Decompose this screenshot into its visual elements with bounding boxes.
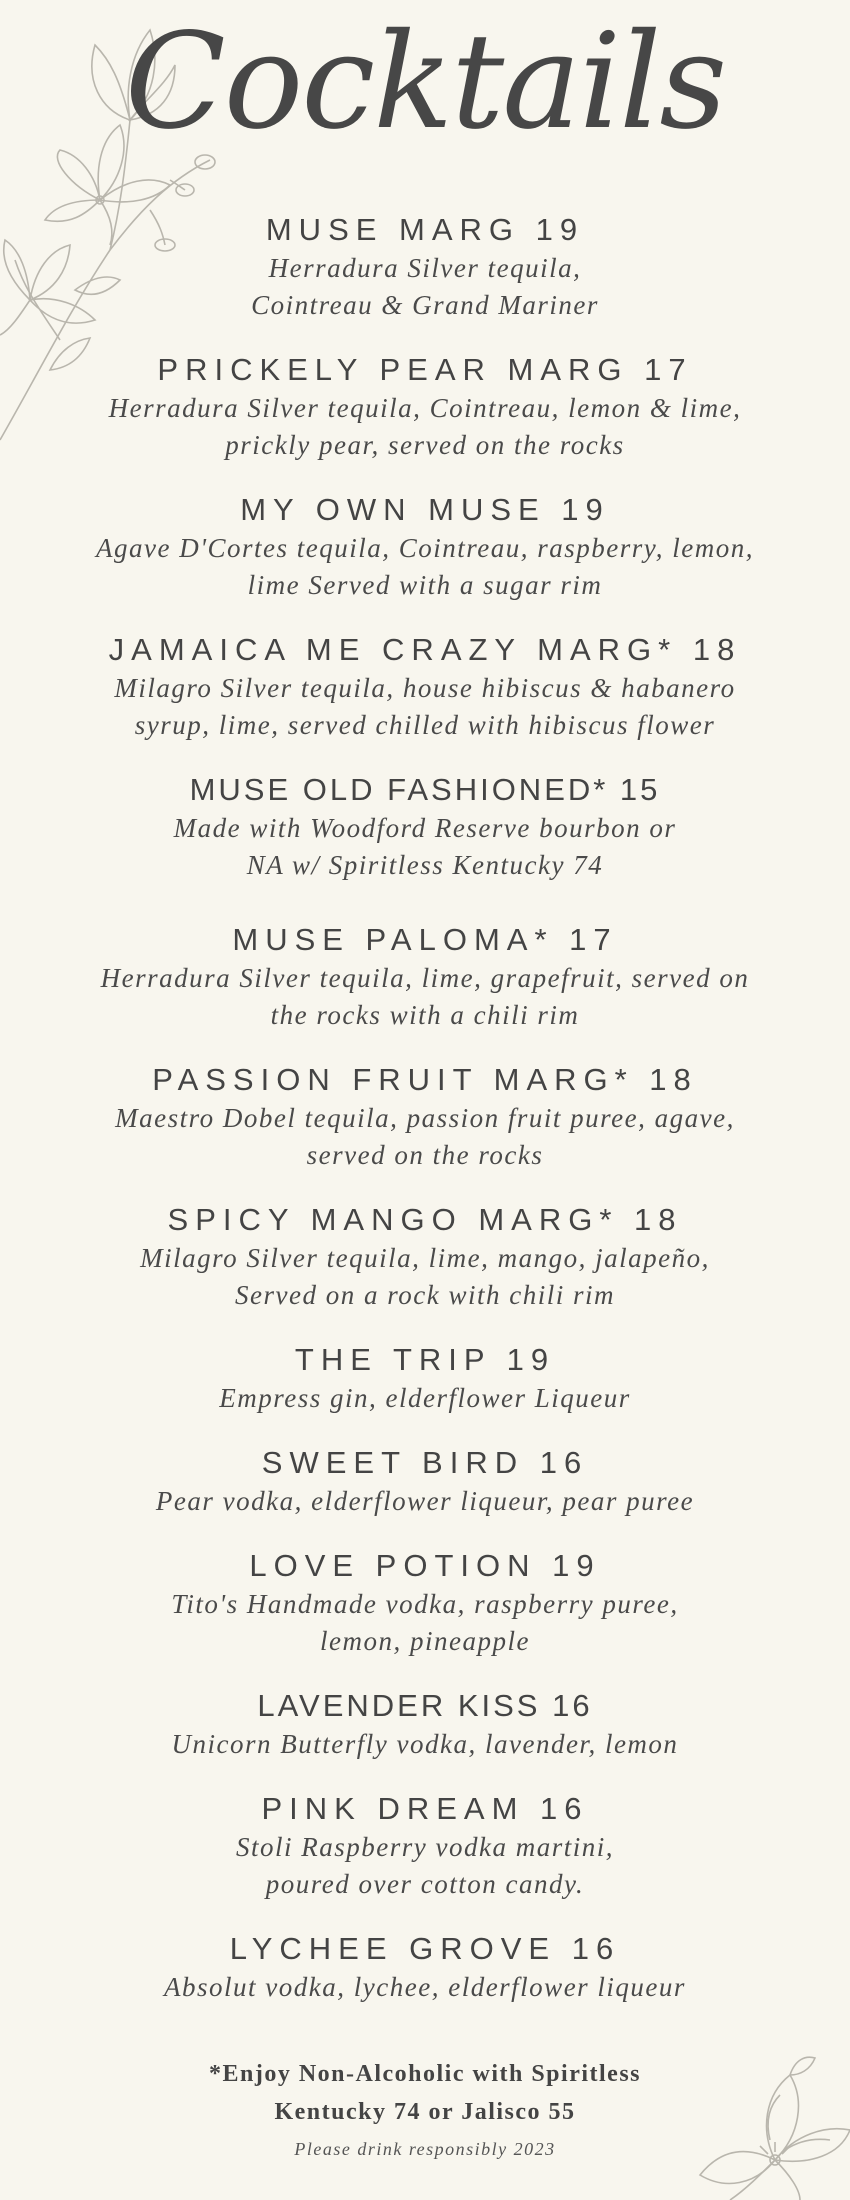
cocktail-item [0, 1929, 850, 2006]
cocktail-name: PRICKELY PEAR MARG 17 [157, 352, 693, 387]
cocktail-item [0, 1789, 850, 1903]
cocktail-item [0, 210, 850, 324]
cocktail-name: PINK DREAM 16 [261, 1791, 589, 1826]
cocktail-description: Tito's Handmade vodka, raspberry puree, lemon, pineapple [171, 1589, 679, 1656]
cocktail-name: JAMAICA ME CRAZY MARG* 18 [108, 632, 742, 667]
cocktail-name: PASSION FRUIT MARG* 18 [152, 1062, 698, 1097]
cocktail-description: Made with Woodford Reserve bourbon or NA w/ Spiritless Kentucky 74 [173, 813, 677, 880]
cocktail-item [0, 1340, 850, 1417]
cocktail-name: MUSE MARG 19 [265, 212, 585, 247]
cocktail-name: SPICY MANGO MARG* 18 [167, 1202, 683, 1237]
cocktail-name: LYCHEE GROVE 16 [229, 1931, 621, 1966]
cocktail-description: Empress gin, elderflower Liqueur [219, 1383, 631, 1413]
cocktail-description: Herradura Silver tequila, Cointreau & Grand Mariner [251, 253, 599, 320]
cocktail-name: LOVE POTION 19 [249, 1548, 601, 1583]
cocktail-description: Stoli Raspberry vodka martini, poured over cotton candy. [236, 1832, 614, 1899]
cocktail-item [0, 350, 850, 464]
cocktail-item [0, 920, 850, 1034]
flower-line-art-icon [690, 2050, 850, 2200]
cocktail-item [0, 770, 850, 884]
cocktail-description: Unicorn Butterfly vodka, lavender, lemon [171, 1729, 679, 1759]
cocktail-item [0, 1686, 850, 1763]
menu-title: Cocktails [124, 5, 726, 159]
cocktail-item [0, 1060, 850, 1174]
cocktail-description: Milagro Silver tequila, lime, mango, jalapeño, Served on a rock with chili rim [140, 1243, 710, 1310]
cocktail-description: Milagro Silver tequila, house hibiscus & habanero syrup, lime, served chilled with hibiscus flower [114, 673, 736, 740]
cocktail-description: Herradura Silver tequila, Cointreau, lemon & lime, prickly pear, served on the rocks [108, 393, 742, 460]
cocktail-description: Pear vodka, elderflower liqueur, pear puree [155, 1486, 695, 1516]
cocktail-description: Maestro Dobel tequila, passion fruit puree, agave, served on the rocks [115, 1103, 735, 1170]
cocktail-name: SWEET BIRD 16 [261, 1445, 589, 1480]
cocktail-item [0, 1200, 850, 1314]
cocktail-name: LAVENDER KISS 16 [257, 1688, 593, 1723]
cocktail-name: MUSE OLD FASHIONED* 15 [189, 772, 661, 807]
cocktail-name: THE TRIP 19 [294, 1342, 556, 1377]
cocktail-description: Absolut vodka, lychee, elderflower liqueur [164, 1972, 686, 2002]
cocktail-item [0, 630, 850, 744]
cocktail-list [0, 210, 850, 2032]
drink-responsibly-note: Please drink responsibly 2023 [294, 2139, 556, 2159]
cocktail-name: MY OWN MUSE 19 [240, 492, 610, 527]
cocktail-description: Herradura Silver tequila, lime, grapefruit, served on the rocks with a chili rim [100, 963, 750, 1030]
cocktail-description: Agave D'Cortes tequila, Cointreau, raspberry, lemon, lime Served with a sugar rim [96, 533, 754, 600]
non-alcoholic-note: *Enjoy Non-Alcoholic with Spiritless Kentucky 74 or Jalisco 55 [208, 2061, 642, 2125]
cocktail-item [0, 490, 850, 604]
cocktail-item [0, 1443, 850, 1520]
cocktail-item [0, 1546, 850, 1660]
cocktail-name: MUSE PALOMA* 17 [232, 922, 618, 957]
